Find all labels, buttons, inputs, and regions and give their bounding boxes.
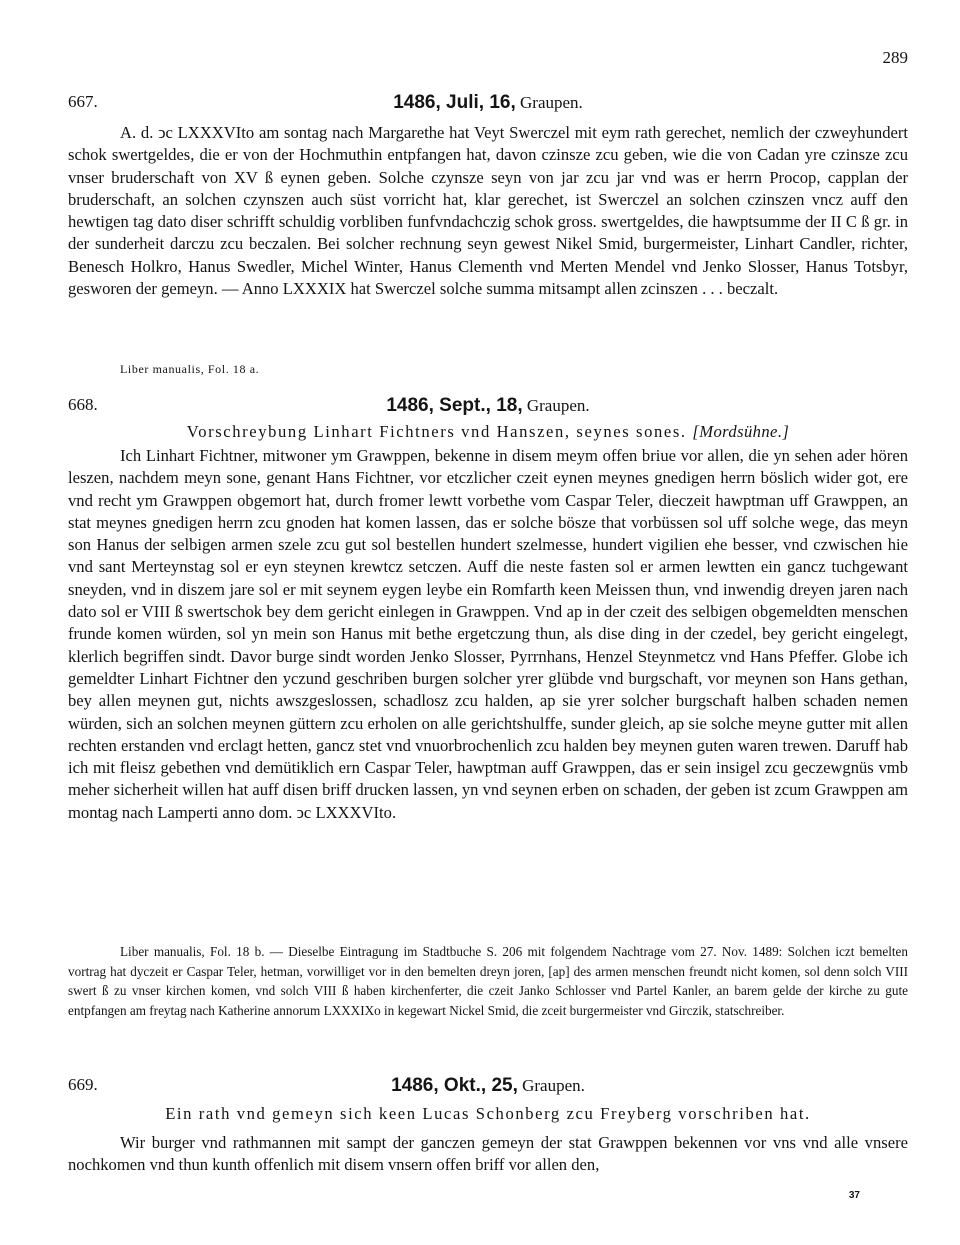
entry-place: Graupen.	[522, 1076, 585, 1095]
entry-paragraph-669: Wir burger vnd rathmannen mit sampt der ganczen gemeyn der stat Grawppen bekennen vor vns vnd alle vnsere nochkomen vnd thun kunth offenlich mit disem vnsern offen briff vor allen den,	[68, 1133, 908, 1175]
entry-place: Graupen.	[520, 93, 583, 112]
entry-header-669	[68, 1075, 908, 1101]
entry-number: 669.	[68, 1075, 98, 1094]
entry-number: 667.	[68, 92, 98, 111]
entry-date: 1486, Juli, 16,	[393, 92, 516, 113]
printer-signature: 37	[848, 1190, 860, 1201]
entry-paragraph-668: Ich Linhart Fichtner, mitwoner ym Grawppen, bekenne in disem meym offen briue vor allen, die yn sehen ader hören leszen, nachdem meyn sone, genant Hans Fichtner, vor etczlicher czeit eynen meynes gnedigen herrn böslich wider got, ere vnd recht ym Grawppen obgemort hat, durch fromer lewtt vorbethe vom Caspar Teler, dieczeit hawptman uff Grawppen, an stat meynes gnedigen herrn zcu gnoden hat komen lassen, das er solche bösze that vorbüssen sol uff solche wege, das meyn son Hanus der selbigen armen szele zcu gut sol bestellen hundert szelmesse, hundert vigilien ehe besser, vnd czwischen hie vnd sant Merteynstag sol er eyn steynen krewtcz setczen. Auff die neste fasten sol er armen lewtten ein gancz tuchgewant sneyden, vnd in diszem jare sol er mit seynem eygen leybe ein Romfarth keen Meissen thun, vnd inwendig dreyen jaren nach dato sol er VIII ß swertschok bey dem gericht einlegen in Grawppen. Vnd ap in der czeit des selbigen obgemeldten menschen frunde komen würden, sol yn mein son Hanus mit bethe ergetczung thun, als dise ding in der czedel, bey gericht eingelegt, klerlich begriffen sindt. Davor burge sindt worden Jenko Slosser, Pyrrnhans, Henzel Steynmetcz vnd Hans Pfeffer. Globe ich gemeldter Linhart Fichtner den yczund geschriben burgen solcher yrer glübde vnd burgschaft, vor meynen son Hans gethan, bey allen meynen gut, nichts awszgeslossen, schadlosz zcu halden, ap sie yrer solcher burgschaft halben schaden nemen würden, sich an solchen meynen güttern zcu erholen on alle gerichtshulffe, sunder gleich, ap sie solche meyne gutter mit allen rechten erstanden vnd erclagt hetten, gancz stet vnd vnuorbrochenlich zcu halden bey meynen guten waren trewen. Daruff hab ich mit fleisz gebethen vnd demütiklich ern Caspar Teler, hawptman auff Grawppen, das er sein insigel zcu geczewgnüs vmb meher sicherheit willen hat auff disen briff drucken lassen, yn vnd seynen erben on schaden, der geben ist zcum Grawppen am montag nach Lamperti anno dom. ↄc LXXXVIto.	[68, 446, 908, 822]
entry-header-668	[68, 395, 908, 421]
entry-title-668	[68, 422, 908, 442]
entry-date: 1486, Okt., 25,	[391, 1075, 518, 1096]
entry-note-668: Liber manualis, Fol. 18 b. — Dieselbe Eintragung im Stadtbuche S. 206 mit folgendem Nachtrage vom 27. Nov. 1489: Solchen iczt bemelten vortrag hat dyczeit er Caspar Teler, hetman, vorwilliget vor in den bemelten dreyn joren, [ap] des armen menschen freundt nicht komen, sol denn solch VIII swert ß zu vnser kirchen komen, vnd solch VIII ß haben kirchenferter, die czeit Janko Schlosser vnd Partel Kanler, an barem gelde der kirche zu gute entpfangen am freytag nach Katherine annorum LXXXIXo in kegewart Nickel Smid, die zceit burgermeister vnd Girczik, statschreiber.	[68, 944, 908, 1018]
entry-paragraph-667: A. d. ↄc LXXXVIto am sontag nach Margarethe hat Veyt Swerczel mit eym rath gerechet, nemlich der czweyhundert schok swertgeldes, die er von der Hochmuthin entpfangen hat, davon czinsze zcu geben, wie die von Cadan yre czinsze zcu vnser bruderschaft von XV ß eynen geben. Solche czynsze seyn von jar zcu jar vnd was er herrn Procop, capplan der bruderschaft, an solchen czynszen auch süst vorricht hat, klar gerechet, ist Swerczel an solchen czinszen vncz auff den hewtigen tag dato diser schrifft schuldig vorbliben funfvndachczig schok gross. swertgeldes, die hawptsumme der II C ß gr. in der sunderheit darczu zcu beczalen. Bei solcher rechnung seyn gewest Nikel Smid, burgermeister, Linhart Candler, richter, Benesch Holkro, Hanus Swedler, Michel Winter, Hanus Clementh vnd Merten Mendel vnd Jenko Slosser, Hanus Totsbyr, gesworen der gemeyn. — Anno LXXXIX hat Swerczel solche summa mitsampt allen zcinszen . . . beczalt.	[68, 123, 908, 299]
entry-date-line	[68, 92, 908, 114]
entry-title-note: [Mordsühne.]	[692, 422, 790, 441]
entry-date: 1486, Sept., 18,	[386, 395, 523, 416]
entry-place: Graupen.	[526, 396, 590, 415]
entry-header-667	[68, 92, 908, 118]
page-number: 289	[882, 48, 908, 67]
entry-source-667: Liber manualis, Fol. 18 a.	[120, 362, 260, 376]
entry-title-669: Ein rath vnd gemeyn sich keen Lucas Schonberg zcu Freyberg vorschriben hat.	[165, 1104, 811, 1123]
entry-number: 668.	[68, 395, 98, 414]
entry-date-line	[68, 1075, 908, 1097]
entry-date-line	[68, 395, 908, 417]
entry-title: Vorschreybung Linhart Fichtners vnd Hanszen, seynes sones.	[186, 422, 687, 441]
